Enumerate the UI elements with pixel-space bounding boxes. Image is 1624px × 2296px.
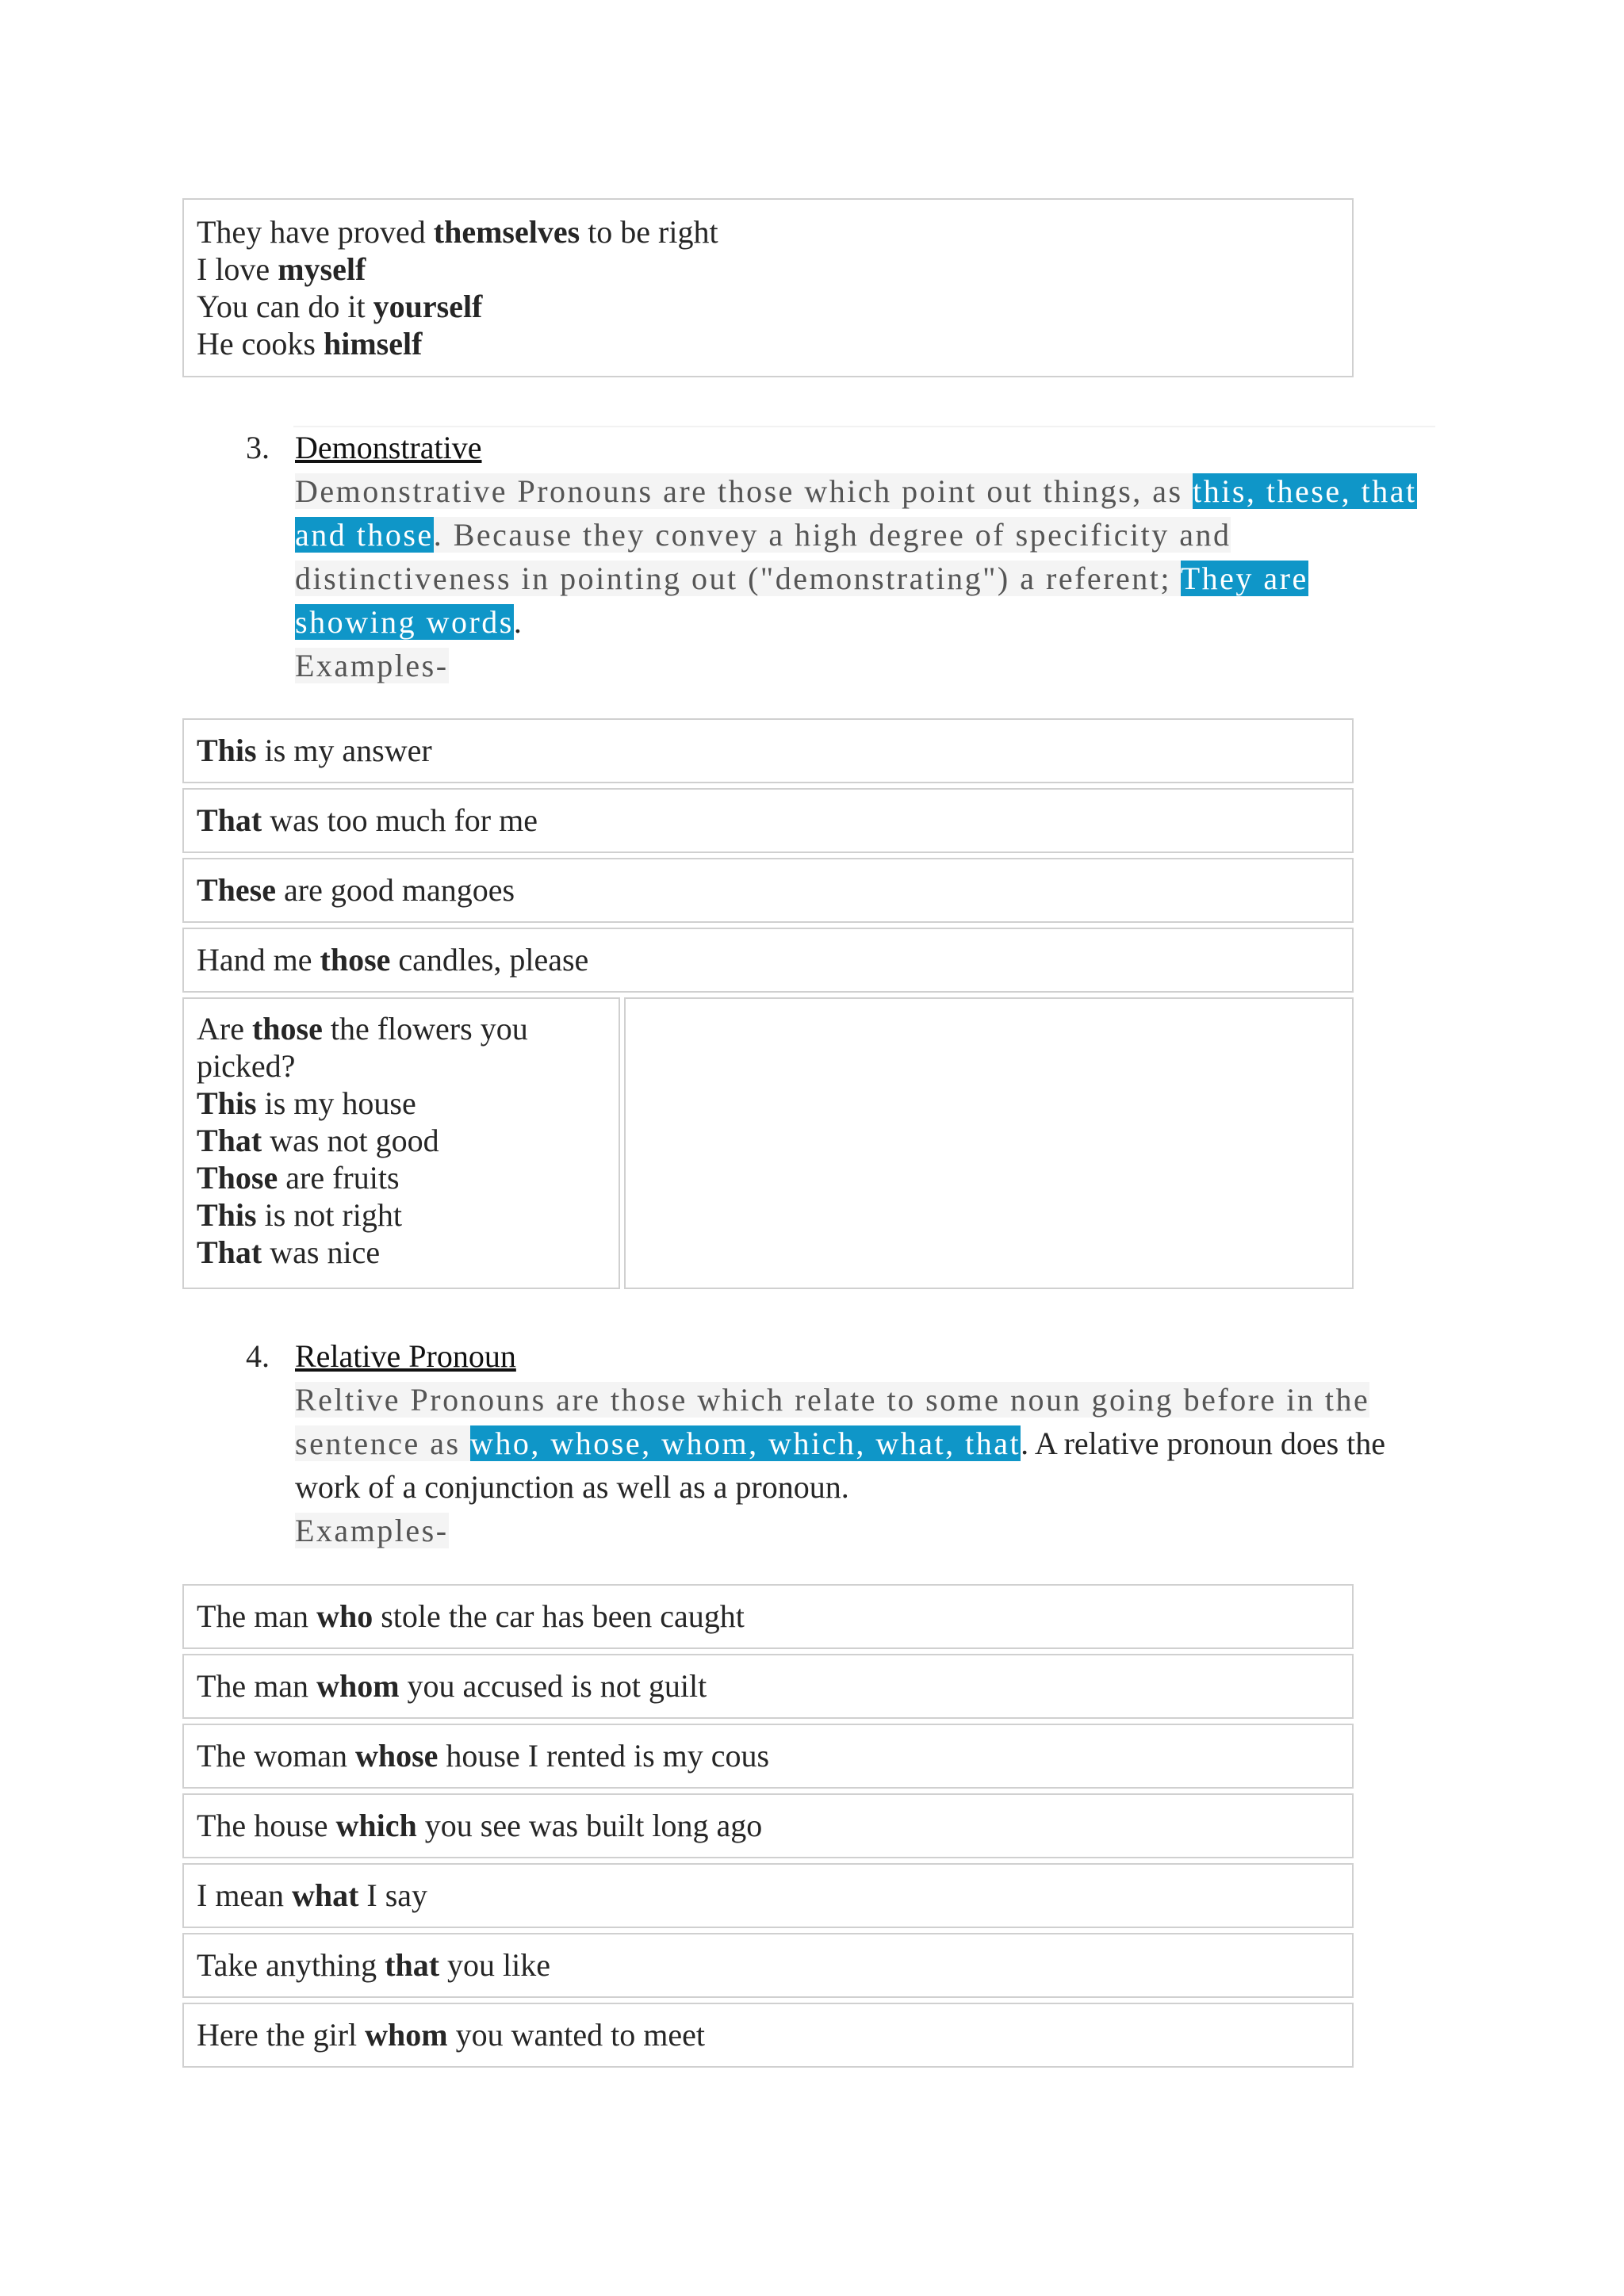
example-row: Hand me those candles, please (182, 928, 1354, 993)
example-row: Take anything that you like (182, 1933, 1354, 1998)
example-line: This is not right (197, 1197, 402, 1233)
example-row: The house which you see was built long ago (182, 1793, 1354, 1858)
description-text: sentence as (295, 1425, 471, 1461)
highlighted-text: They are (1180, 561, 1308, 596)
example-line: Are those the flowers you (197, 1011, 528, 1047)
examples-cell-left (182, 997, 620, 1289)
example-line: picked? (197, 1048, 296, 1084)
examples-cell-right (624, 997, 1354, 1289)
highlighted-text: this, these, that (1193, 473, 1417, 509)
example-line: This is my house (197, 1085, 416, 1121)
highlighted-text: and those (295, 517, 434, 553)
section-description (295, 469, 1437, 687)
description-text: work of a conjunction as well as a pronoun. (295, 1469, 849, 1505)
description-text: . (513, 604, 522, 640)
highlighted-text: showing words (295, 604, 514, 640)
example-row: These are good mangoes (182, 858, 1354, 923)
example-line: Those are fruits (197, 1160, 400, 1196)
section-demonstrative (246, 426, 1435, 687)
example-line: He cooks himself (197, 326, 423, 362)
example-line: They have proved themselves to be right (197, 214, 718, 250)
description-text: . A relative pronoun does the (1021, 1425, 1386, 1461)
example-row: That was too much for me (182, 788, 1354, 853)
example-row: Here the girl whom you wanted to meet (182, 2003, 1354, 2068)
description-text: Demonstrative Pronouns are those which point out things, as (295, 473, 1193, 509)
example-line: I love myself (197, 251, 366, 287)
examples-label: Examples- (295, 1513, 449, 1548)
description-text: . Because they convey a high degree of specificity and (433, 517, 1231, 553)
example-line: That was nice (197, 1234, 381, 1270)
example-line: That was not good (197, 1123, 439, 1158)
example-row: This is my answer (182, 718, 1354, 783)
section-title: Demonstrative (295, 430, 482, 465)
section-relative (246, 1334, 1435, 1552)
section-title: Relative Pronoun (295, 1338, 516, 1374)
example-row: The man whom you accused is not guilt (182, 1654, 1354, 1719)
section-number: 3. (246, 430, 270, 465)
example-row: The man who stole the car has been caught (182, 1584, 1354, 1649)
section-description (295, 1378, 1437, 1552)
reflexive-examples-box (182, 198, 1354, 377)
example-line: You can do it yourself (197, 289, 483, 324)
example-row: The woman whose house I rented is my cous (182, 1724, 1354, 1789)
description-text: distinctiveness in pointing out ("demonstrating") a referent; (295, 561, 1181, 596)
examples-label: Examples- (295, 648, 449, 683)
highlighted-text: who, whose, whom, which, what, that (470, 1425, 1021, 1461)
example-row: I mean what I say (182, 1863, 1354, 1928)
description-text: Reltive Pronouns are those which relate to some noun going before in the (295, 1382, 1370, 1418)
section-number: 4. (246, 1338, 270, 1374)
